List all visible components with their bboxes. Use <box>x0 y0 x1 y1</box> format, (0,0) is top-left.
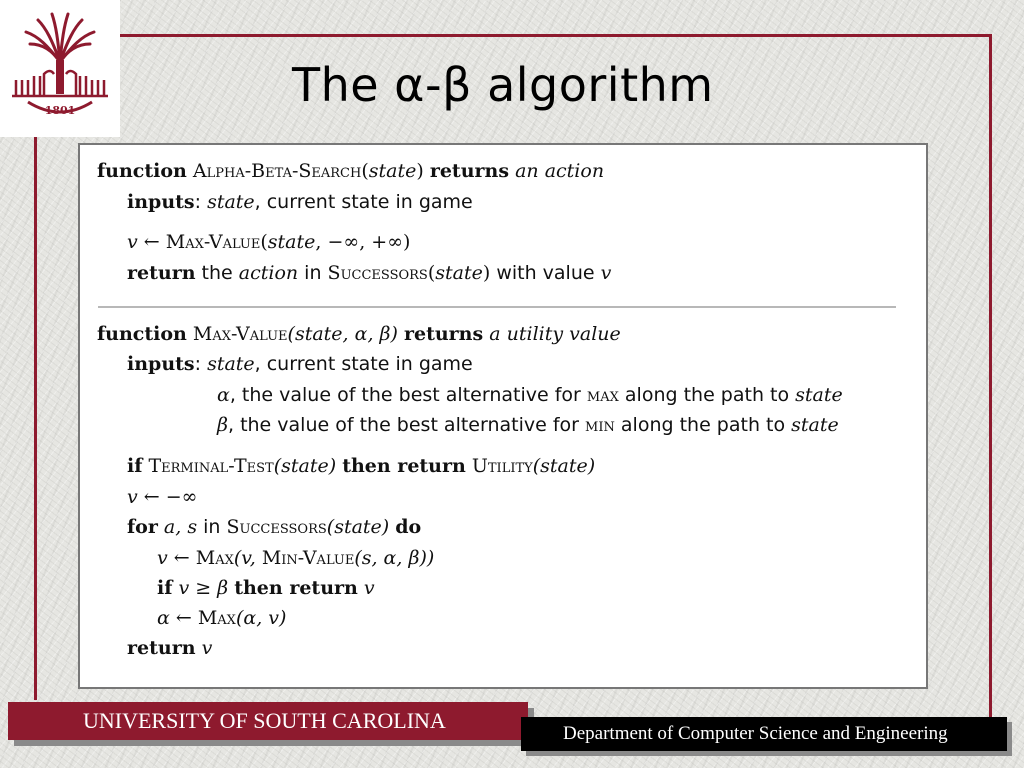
param: (state) <box>326 516 390 538</box>
param: state <box>207 353 255 375</box>
text: , the value of the best alternative for <box>229 384 587 406</box>
keyword-inputs: inputs <box>127 353 195 375</box>
param: state <box>791 414 839 436</box>
beta-symbol: β <box>217 414 228 436</box>
param: (state) <box>532 455 596 477</box>
condition: v ≥ β <box>178 577 229 599</box>
university-name: UNIVERSITY OF SOUTH CAROLINA <box>83 708 446 733</box>
frame-left-rule <box>34 130 37 700</box>
alpha-assign: α ← <box>157 607 198 629</box>
line-beta-cutoff <box>157 577 375 599</box>
var-v: v <box>127 231 138 253</box>
function-name: Successors <box>327 262 428 284</box>
line-for-loop <box>127 516 421 538</box>
param: state <box>207 191 255 213</box>
line-alpha-beta-search-signature <box>97 160 604 182</box>
keyword-inputs: inputs <box>127 191 195 213</box>
text: in <box>298 262 328 284</box>
keyword-if: if <box>157 577 173 599</box>
text: , the value of the best alternative for <box>227 414 586 436</box>
function-name: Max <box>195 547 234 569</box>
line-max-value-signature <box>97 323 621 345</box>
slide-title: The α-β algorithm <box>292 58 714 112</box>
params: (state, α, β) <box>287 323 398 345</box>
loop-vars: a, s <box>163 516 198 538</box>
colon: : <box>194 191 202 213</box>
line-assign-max-value <box>127 231 410 253</box>
frame-right-rule <box>989 34 992 724</box>
line-inputs-2 <box>127 353 473 375</box>
var-v: v <box>363 577 375 599</box>
line-inputs-1 <box>127 191 473 213</box>
function-name: Max-Value <box>165 231 261 253</box>
paren: ( <box>427 262 436 284</box>
line-init-v <box>127 486 197 508</box>
input-description: , current state in game <box>254 191 473 213</box>
var-v: v <box>600 262 612 284</box>
keyword-then-return: then return <box>342 455 466 477</box>
university-banner <box>8 702 528 740</box>
params: (α, v) <box>235 607 287 629</box>
frame-top-rule <box>120 34 992 37</box>
function-name: Min-Value <box>261 547 355 569</box>
paren: ( <box>260 231 268 253</box>
keyword-function: function <box>97 160 187 182</box>
min-label: min <box>585 414 615 436</box>
paren: ) <box>416 160 424 182</box>
palmetto-tree-icon <box>8 10 112 122</box>
assignment: ← −∞ <box>137 486 198 508</box>
max-label: max <box>586 384 619 406</box>
colon: : <box>194 353 202 375</box>
function-name: Utility <box>471 455 533 477</box>
text: along the path to <box>618 384 796 406</box>
function-name: Max-Value <box>192 323 288 345</box>
function-name: Terminal-Test <box>148 455 274 477</box>
var-v: v <box>201 637 213 659</box>
alpha-symbol: α <box>217 384 230 406</box>
assign-arrow: ← <box>137 231 166 253</box>
keyword-return: return <box>127 262 196 284</box>
keyword-return: return <box>127 637 196 659</box>
line-beta-definition <box>217 414 839 436</box>
args-rest: , −∞, +∞) <box>315 231 411 253</box>
function-name: Max <box>197 607 236 629</box>
text: with value <box>490 262 601 284</box>
line-terminal-test <box>127 455 595 477</box>
line-return-v <box>127 637 212 659</box>
param: state <box>267 231 316 253</box>
department-name: Department of Computer Science and Engineering <box>563 723 948 744</box>
return-type: a utility value <box>489 323 621 345</box>
logo-year-text: 1801 <box>44 104 76 117</box>
keyword-returns: returns <box>403 323 484 345</box>
line-return-action <box>127 262 611 284</box>
param: state <box>435 262 483 284</box>
var-v: v <box>157 547 168 569</box>
keyword-for: for <box>127 516 158 538</box>
keyword-do: do <box>395 516 422 538</box>
section-divider <box>98 306 896 308</box>
function-name: Alpha-Beta-Search <box>192 160 362 182</box>
keyword-function: function <box>97 323 187 345</box>
return-type: an action <box>515 160 605 182</box>
keyword-returns: returns <box>429 160 510 182</box>
department-banner <box>521 717 1007 751</box>
text: in <box>197 516 227 538</box>
line-update-alpha <box>157 607 286 629</box>
university-logo <box>0 0 120 137</box>
params: (v, <box>233 547 262 569</box>
function-name: Successors <box>226 516 327 538</box>
paren: ( <box>361 160 369 182</box>
action-word: action <box>238 262 299 284</box>
param: state <box>795 384 843 406</box>
paren: ) <box>482 262 491 284</box>
params: (s, α, β)) <box>354 547 435 569</box>
keyword-if: if <box>127 455 143 477</box>
input-description: , current state in game <box>254 353 473 375</box>
param: (state) <box>273 455 337 477</box>
text: along the path to <box>614 414 792 436</box>
algorithm-pseudocode <box>78 143 928 689</box>
line-update-v <box>157 547 434 569</box>
assign-arrow: ← <box>167 547 196 569</box>
text: the <box>195 262 239 284</box>
var-v: v <box>127 486 138 508</box>
param: state <box>368 160 417 182</box>
keyword-then-return: then return <box>234 577 358 599</box>
line-alpha-definition <box>217 384 843 406</box>
